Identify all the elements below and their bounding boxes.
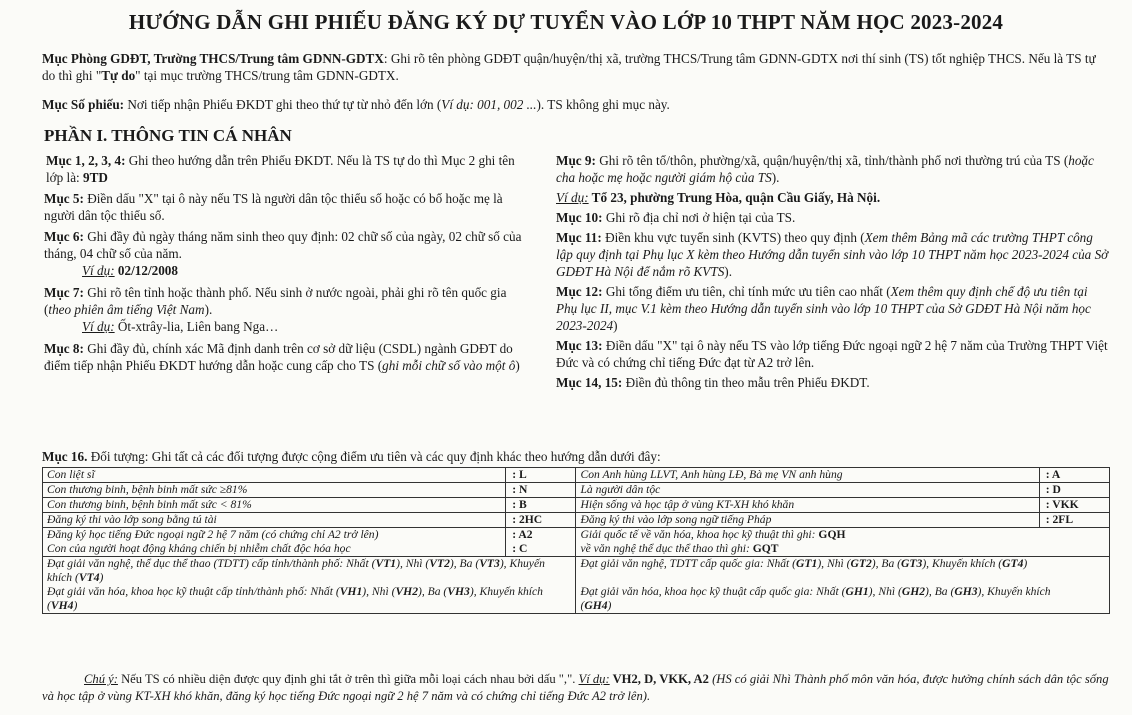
m10-text: Ghi rõ địa chỉ nơi ở hiện tại của TS. <box>602 210 796 225</box>
m13-label: Mục 13: <box>556 338 603 353</box>
table-code: : VKK <box>1039 498 1109 513</box>
muc-7 <box>44 284 534 318</box>
table-cell: Đăng ký thi vào lớp song ngữ tiếng Pháp <box>576 513 1039 528</box>
table-cell: Đăng ký thi vào lớp song bằng tú tài <box>43 513 506 528</box>
table-cell: Con Anh hùng LLVT, Anh hùng LĐ, Bà mẹ VN anh hùng <box>576 468 1039 483</box>
table-row <box>43 557 1110 586</box>
m16-label: Mục 16. <box>42 449 88 464</box>
m9-label: Mục 9: <box>556 153 596 168</box>
text-fragment: ), Ba ( <box>925 585 955 598</box>
m10-label: Mục 10: <box>556 210 603 225</box>
m7-text: Ghi rõ tên tỉnh hoặc thành phố. Nếu sinh ở nước ngoài, phải ghi rõ tên quốc gia ( <box>44 285 507 317</box>
table-row <box>43 498 1110 513</box>
muc-16 <box>42 448 1112 465</box>
table-code: : L <box>506 468 576 483</box>
text-fragment: Đạt giải văn nghệ, TDTT cấp quốc gia: Nhất ( <box>580 557 797 570</box>
text-fragment: ), Nhì ( <box>396 557 430 570</box>
m1-text: Ghi theo hướng dẫn trên Phiếu ĐKDT. Nếu là TS tự do thì Mục 2 ghi tên lớp là: <box>46 153 515 185</box>
m7-vidu: Ví dụ: <box>82 319 115 334</box>
code-fragment: VT2 <box>429 557 450 570</box>
intro-phong <box>42 50 1112 84</box>
muc-9-example <box>556 189 1112 206</box>
text-fragment: ), Ba ( <box>449 557 480 570</box>
table-code: : C <box>506 542 576 557</box>
code-fragment: VH2 <box>395 585 418 598</box>
m13-text: Điền dấu "X" tại ô này nếu TS vào lớp tiếng Đức ngoại ngữ 2 hệ 7 năm của Trường THPT Việt Đức và có chứng chỉ tiếng Đức đạt từ A2 trở lên. <box>556 338 1108 370</box>
phong-tudo: Tự do <box>101 68 136 83</box>
m8-italic: ghi mỗi chữ số vào một ô <box>382 358 516 373</box>
left-column <box>44 152 534 374</box>
table-row <box>43 483 1110 498</box>
table-code: : A <box>1039 468 1109 483</box>
sophieu-text-1: Nơi tiếp nhận Phiếu ĐKDT ghi theo thứ tự từ nhỏ đến lớn ( <box>124 97 442 112</box>
note-example: VH2, D, VKK, A2 <box>609 672 709 686</box>
muc-12 <box>556 283 1112 334</box>
muc-14-15 <box>556 374 1112 391</box>
m6-label: Mục 6: <box>44 229 84 244</box>
text-fragment: ), Khuyến khích ( <box>47 557 545 584</box>
m8-label: Mục 8: <box>44 341 84 356</box>
code-fragment: VT4 <box>78 571 100 584</box>
code-fragment: VH1 <box>339 585 363 598</box>
text-fragment: Đạt giải văn hóa, khoa học kỹ thuật cấp quốc gia: Nhất ( <box>580 585 846 598</box>
table-code: : 2FL <box>1039 513 1109 528</box>
table-code: : B <box>506 498 576 513</box>
table-cell: Con thương binh, bệnh binh mất sức ≥81% <box>43 483 506 498</box>
table-cell: Con của người hoạt động kháng chiến bị nhiễm chất độc hóa học <box>43 542 506 557</box>
phong-text-1: : Ghi rõ tên phòng GDĐT quận/huyện/thị xã, trường THCS/Trung tâm GDNN-GDTX nơi thí sinh (TS) tốt nghiệp THCS. Nếu là TS tự do thì ghi " <box>42 51 1096 83</box>
text-fragment: ), Khuyến khích ( <box>922 557 1003 570</box>
text-fragment: ) <box>607 599 612 612</box>
code-fragment: VH3 <box>447 585 470 598</box>
intro-sophieu <box>42 96 1112 113</box>
table-row <box>43 528 1110 543</box>
m11-label: Mục 11: <box>556 230 602 245</box>
table-cell: Hiện sống và học tập ở vùng KT-XH khó khăn <box>576 498 1039 513</box>
muc-9 <box>556 152 1112 186</box>
m5-label: Mục 5: <box>44 191 84 206</box>
m5-text: Điền dấu "X" tại ô này nếu TS là người dân tộc thiểu số hoặc có bố hoặc mẹ là người dân tộc thiểu số. <box>44 191 503 223</box>
note-indent <box>42 672 84 686</box>
muc-7-example <box>44 318 534 335</box>
m8-text-end: ) <box>515 358 520 373</box>
table-row <box>43 542 1110 557</box>
table-code: : 2HC <box>506 513 576 528</box>
m7-example: Ốt-xtrây-lia, Liên bang Nga… <box>114 319 279 334</box>
sophieu-label: Mục Số phiếu: <box>42 97 125 112</box>
table-cell-merged <box>576 585 1110 614</box>
note-label: Chú ý: <box>84 672 118 686</box>
m6-text: Ghi đầy đủ ngày tháng năm sinh theo quy định: 02 chữ số của ngày, 02 chữ số của tháng, 04 chữ số của năm. <box>44 229 522 261</box>
text-fragment: Đạt giải văn nghệ, thể dục thể thao (TDTT) cấp tỉnh/thành phố: Nhất ( <box>47 557 376 570</box>
table-row <box>43 585 1110 614</box>
note <box>42 671 1112 705</box>
code-fragment: GH1 <box>845 585 869 598</box>
muc-1-4 <box>44 152 534 186</box>
text-fragment: ), Nhì ( <box>868 585 902 598</box>
muc-13 <box>556 337 1112 371</box>
code-fragment: VT3 <box>479 557 500 570</box>
m14-text: Điền đủ thông tin theo mẫu trên Phiếu ĐKDT. <box>622 375 870 390</box>
table-cell: Con liệt sĩ <box>43 468 506 483</box>
table-row <box>43 468 1110 483</box>
muc-6-example <box>44 262 534 279</box>
table-cell-merged <box>43 557 576 586</box>
m7-text-end: ). <box>204 302 213 317</box>
table-cell: Đăng ký học tiếng Đức ngoại ngữ 2 hệ 7 năm (có chứng chỉ A2 trở lên) <box>43 528 506 543</box>
m1-bold: 9TD <box>83 170 108 185</box>
m1-label: Mục 1, 2, 3, 4: <box>46 153 126 168</box>
code-fragment: VT1 <box>375 557 397 570</box>
m11-italic: Xem thêm Bảng mã các trường THPT công lập quy định tại Phụ lục X kèm theo Hướng dẫn tuyển sinh vào lớp 10 THPT năm học 2023-2024 của Sở GDĐT Hà Nội để nắm rõ KVTS <box>556 230 1109 279</box>
text-fragment: ), Ba ( <box>418 585 448 598</box>
muc-6 <box>44 228 534 262</box>
muc-10 <box>556 209 1112 226</box>
gq-text: Giải quốc tế về văn hóa, khoa học kỹ thuật thì ghi: <box>580 528 819 541</box>
m9-text: Ghi rõ tên tổ/thôn, phường/xã, quận/huyện/thị xã, tỉnh/thành phố nơi thường trú của TS ( <box>595 153 1069 168</box>
text-fragment: Đạt giải văn hóa, khoa học kỹ thuật cấp tỉnh/thành phố: Nhất ( <box>47 585 340 598</box>
m9-italic: hoặc cha hoặc mẹ hoặc người giám hộ của TS <box>556 153 1094 185</box>
m12-text: Ghi tổng điểm ưu tiên, chỉ tính mức ưu tiên cao nhất ( <box>602 284 891 299</box>
m9-example: Tổ 23, phường Trung Hòa, quận Cầu Giấy, Hà Nội. <box>588 190 881 205</box>
right-column <box>556 152 1112 391</box>
table-row <box>43 513 1110 528</box>
m14-label: Mục 14, 15: <box>556 375 623 390</box>
code-fragment: GH2 <box>901 585 926 598</box>
page-title: HƯỚNG DẪN GHI PHIẾU ĐĂNG KÝ DỰ TUYỂN VÀO LỚP 10 THPT NĂM HỌC 2023-2024 <box>128 10 1004 34</box>
sophieu-example: Ví dụ: 001, 002 ... <box>441 97 537 112</box>
sophieu-text-2: ). TS không ghi mục này. <box>536 97 670 112</box>
note-vidu: Ví dụ: <box>578 672 610 686</box>
section-title: PHẦN I. THÔNG TIN CÁ NHÂN <box>44 126 292 145</box>
m8-text: Ghi đầy đủ, chính xác Mã định danh trên cơ sở dữ liệu (CSDL) ngành GDĐT do điểm tiếp nhận Phiếu ĐKDT hướng dẫn hoặc cung cấp cho TS ( <box>44 341 513 373</box>
code-fragment: GT3 <box>901 557 923 570</box>
m12-text-end: ) <box>613 318 618 333</box>
muc-5 <box>44 190 534 224</box>
table-cell: Là người dân tộc <box>576 483 1039 498</box>
table-code: : A2 <box>506 528 576 543</box>
m16-text: Đối tượng: Ghi tất cả các đối tượng được cộng điểm ưu tiên và các quy định khác theo hướng dẫn dưới đây: <box>87 449 661 464</box>
m7-italic: theo phiên âm tiếng Việt Nam <box>48 302 205 317</box>
gq-code: GQH <box>818 528 846 541</box>
table-code: : D <box>1039 483 1109 498</box>
text-fragment: ) <box>99 571 104 584</box>
note-text: Nếu TS có nhiều diện được quy định ghi tắt ở trên thì giữa mỗi loại cách nhau bởi dấu ",". <box>117 672 579 686</box>
m12-label: Mục 12: <box>556 284 603 299</box>
m9-vidu: Ví dụ: <box>556 190 589 205</box>
code-fragment: VH4 <box>50 599 74 612</box>
code-fragment: GT2 <box>850 557 872 570</box>
gqt-text: về văn nghệ thể dục thể thao thì ghi: <box>580 542 753 555</box>
text-fragment: ) <box>1023 557 1028 570</box>
text-fragment: ), Khuyến khích ( <box>47 585 543 612</box>
table-cell: Con thương binh, bệnh binh mất sức < 81% <box>43 498 506 513</box>
m11-text: Điền khu vực tuyển sinh (KVTS) theo quy định ( <box>601 230 865 245</box>
phong-label: Mục Phòng GDĐT, Trường THCS/Trung tâm GDNN-GDTX <box>42 51 384 66</box>
text-fragment: ), Nhì ( <box>362 585 396 598</box>
m11-text-end: ). <box>724 264 732 279</box>
muc-8 <box>44 340 534 374</box>
muc-11 <box>556 229 1112 280</box>
code-fragment: GH4 <box>584 599 608 612</box>
text-fragment: ), Ba ( <box>871 557 902 570</box>
m6-vidu: Ví dụ: <box>82 263 115 278</box>
m7-label: Mục 7: <box>44 285 84 300</box>
table-code: : N <box>506 483 576 498</box>
code-fragment: GT4 <box>1002 557 1024 570</box>
table-cell-merged <box>43 585 576 614</box>
m6-example: 02/12/2008 <box>114 263 178 278</box>
note-italic: (HS có giải Nhì Thành phố môn văn hóa, được hưởng chính sách dân tộc sống và học tập ở vùng KT-XH khó khăn, đăng ký học tiếng Đức ngoại ngữ 2 hệ 7 năm và có chứng chỉ tiếng Đức A2 trở lên). <box>42 672 1109 703</box>
table-cell-merged <box>576 542 1110 557</box>
m12-italic: Xem thêm quy định chế độ ưu tiên tại Phụ lục II, mục V.1 kèm theo Hướng dẫn tuyển sinh vào lớp 10 THPT của Sở GDĐT Hà Nội năm học 2023-2024 <box>556 284 1091 333</box>
priority-table <box>42 467 1110 614</box>
table-cell-merged <box>576 528 1110 543</box>
gqt-code: GQT <box>752 542 779 555</box>
text-fragment: ), Nhì ( <box>817 557 851 570</box>
phong-text-2: " tại mục trường THCS/trung tâm GDNN-GDTX. <box>135 68 399 83</box>
m9-text-end: ). <box>771 170 780 185</box>
table-cell-merged <box>576 557 1110 586</box>
code-fragment: GT1 <box>796 557 818 570</box>
code-fragment: GH3 <box>954 585 978 598</box>
text-fragment: ) <box>73 599 78 612</box>
text-fragment: ), Khuyến khích ( <box>580 585 1051 612</box>
